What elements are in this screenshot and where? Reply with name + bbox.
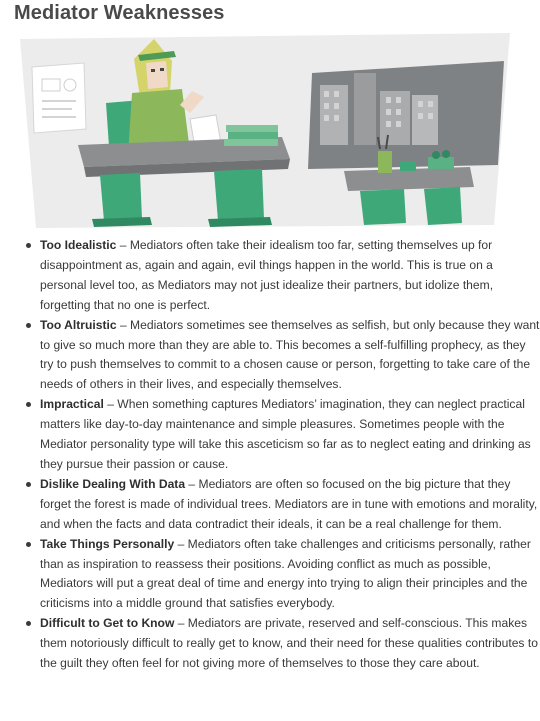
- item-text: – Mediators often take challenges and criticisms personally, rather than as inspiration to reassess their positions. Avoiding conflict as much as possible, Mediators will put a great deal of time and energy into trying to align their principles and the criticisms into a middle ground that satisfies everybody.: [40, 536, 531, 611]
- section-title: Mediator Weaknesses: [14, 2, 225, 24]
- item-text: – Mediators are often so focused on the big picture that they forget the forest is made of individual trees. Mediators are in tune with emotions and morality, and when the facts and data contradict their ideals, it can be a real challenge for them.: [40, 476, 538, 531]
- list-item: [40, 475, 540, 535]
- list-item: [40, 614, 540, 674]
- item-text: – Mediators sometimes see themselves as selfish, but only because they want to give so much more than they are able to. This becomes a self-fulfilling prophecy, as they try to push themselves to commit to a chosen cause or person, forgetting to take care of the needs of others in their lives, and especially themselves.: [40, 317, 540, 392]
- item-term: Difficult to Get to Know: [40, 616, 175, 631]
- item-text: – Mediators are private, reserved and self-conscious. This makes them notoriously difficult to really get to know, and their need for these qualities contributes to the guilt they often feel for not giving more of themselves to those they care about.: [40, 616, 538, 671]
- item-term: Impractical: [40, 397, 104, 412]
- book-stack: [224, 125, 278, 146]
- item-term: Too Idealistic: [40, 238, 117, 252]
- item-text: – Mediators often take their idealism too far, setting themselves up for disappointment as, again and again, evil things happen in the world. This is true on a personal level too, as Mediators may not just idealize their partners, but idolize them, forgetting that no one is perfect.: [40, 238, 494, 312]
- item-term: Too Altruistic: [40, 317, 117, 332]
- list-item: [40, 395, 540, 475]
- office-illustration: [14, 33, 519, 228]
- item-term: Take Things Personally: [40, 536, 175, 551]
- list-item: [40, 316, 540, 396]
- item-term: Dislike Dealing With Data: [40, 476, 186, 491]
- wall-chart: [32, 63, 86, 133]
- list-item: [40, 535, 540, 615]
- item-text: – When something captures Mediators’ imagination, they can neglect practical matters like day-to-day maintenance and simple pleasures. Sometimes people with the Mediator personality type will take this asceticism so far as to neglect eating and drinking as they pursue their passion or cause.: [40, 397, 531, 471]
- list-item: [40, 236, 540, 316]
- weakness-list: [20, 236, 540, 674]
